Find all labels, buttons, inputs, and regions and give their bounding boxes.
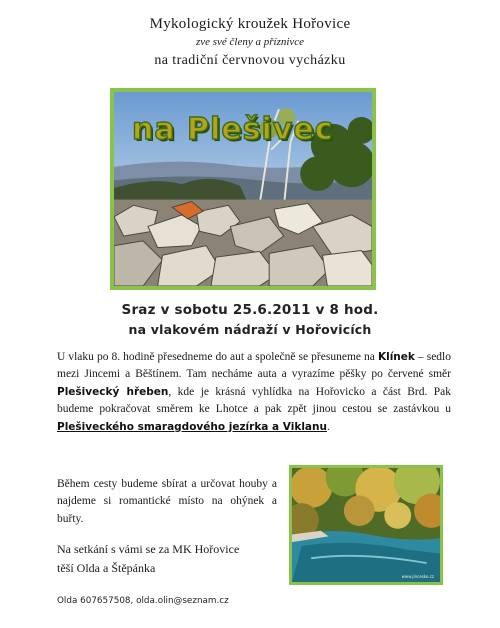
route-text-4: . [326,420,330,433]
emerald-lake-image [292,468,440,582]
meeting-time: Sraz v sobotu 25.6.2011 v 8 hod. [121,302,379,318]
route-text-1: U vlaku po 8. hodině přesedneme do aut a společně se přesuneme na [57,351,378,363]
plesivec-rock-photo [110,88,376,290]
activity-description: Během cesty budeme sbírat a určovat houby a najdeme si romantické místo na ohýnek a buřty. [57,478,277,525]
greeting [57,540,277,578]
header [0,14,500,71]
place-klinek: Klínek [377,351,415,363]
meeting-place: na vlakovém nádraží v Hořovicích [128,322,372,337]
place-hreben: Plešivecký hřeben [57,385,169,398]
contact-info: Olda 607657508, olda.olin@seznam.cz [57,596,229,606]
route-text-2: – sedlo mezi Jincemi a Běštínem. Tam necháme auta a vyrazíme pěšky po červené směr [57,351,451,381]
photo-title: na Plešivec [132,112,334,147]
organization-title: Mykologický kroužek Hořovice [149,16,351,32]
meeting-info [0,300,500,340]
walk-title: na tradiční červnovou vycházku [154,53,346,68]
lake-photo [289,465,443,585]
route-text-3: , kde je krásná vyhlídka na Hořovicko a část Brd. Pak budeme pokračovat směrem ke Lhotce a pak zpět jinou cestou se zastávkou u [57,385,451,416]
greeting-line-2: těší Olda a Štěpánka [57,561,156,575]
place-jezirko: Plešiveckého smaragdového jezírka a Viklanu [57,420,327,433]
photo-watermark: www.jincesko.cz [401,574,434,579]
invitation-subtitle: zve své členy a příznivce [195,36,305,48]
greeting-line-1: Na setkání s vámi se za MK Hořovice [57,542,240,556]
route-description [57,349,451,436]
